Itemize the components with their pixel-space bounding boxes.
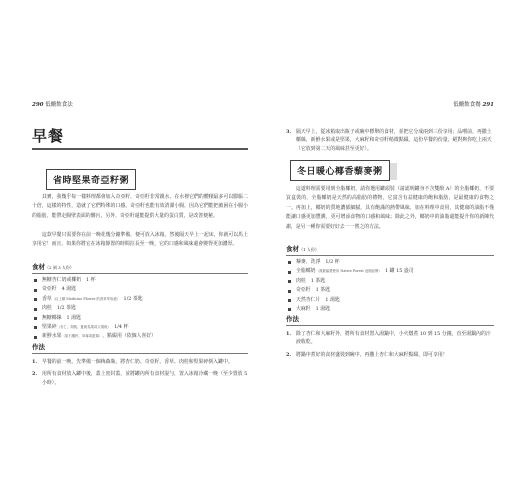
intro-paragraph-2: 這款早餐只需要你在前一晚花幾分鐘準備，便可放入冰箱。然後隔天早上一起床，你就可以馬上享用它！而且，如果你將它在冰箱靜置的時間拉長至一晚，它的口感和風味還會變得更加濃厚。 bbox=[32, 232, 248, 248]
list-item: 肉桂 1/2 茶匙 bbox=[34, 304, 156, 313]
list-item: 無糖杏仁奶或椰奶 1 杯 bbox=[34, 276, 156, 285]
list-item: 天然杏仁片 1 湯匙 bbox=[288, 296, 414, 305]
list-item: 無糖椰絲 1 湯匙 bbox=[34, 314, 156, 323]
list-item: 新鮮水果（如石榴籽、草莓或藍莓），點綴用（依個人喜好） bbox=[34, 332, 156, 341]
method-steps bbox=[286, 330, 494, 363]
method-step: 2. 將鍋中煮好的食材盛裝到碗中，再撒上杏仁和大麻籽點綴，即可享用！ bbox=[286, 351, 448, 358]
list-item: 全脂椰奶（我最偏愛使用 Native Forest 這個品牌） 1 罐 15 盎司 bbox=[288, 267, 414, 276]
ingredients-serving: （2 到 3 人份） bbox=[45, 265, 74, 270]
ingredients-list bbox=[34, 276, 156, 342]
intro-paragraph-1: 其實，我幾乎每一樣料理都會加入奇亞籽，奇亞籽非常親水，在水裡它們的體積最多可以膨脹二十倍，這樣的特性，造就了它們特殊的口感。奇亞籽也能有效清潔小腸，因為它們能把被困在小腸小的脂肪，能帶走腸壁表面的髒污，另外，奇亞籽還能提供大量的蛋白質，是改善便秘。 bbox=[32, 194, 248, 219]
list-item: 肉桂 1 茶匙 bbox=[288, 277, 414, 286]
recipe-title: 省時堅果奇亞籽粥 bbox=[53, 176, 130, 186]
method-step: 1. 早餐的前一晚，先準備一個梅森瓶，將杏仁奶、奇亞籽、香草、肉桂和堅果碎倒入罐中。 bbox=[32, 359, 233, 365]
ingredients-heading-text: 食材 bbox=[286, 245, 299, 253]
method-rule bbox=[32, 353, 248, 354]
chapter-title: 早餐 bbox=[32, 127, 65, 145]
recipe-title: 冬日暖心椰香藜麥粥 bbox=[297, 167, 383, 177]
ingredients-heading bbox=[32, 262, 74, 271]
ingredients-list bbox=[288, 258, 414, 314]
list-item: 奇亞籽 4 湯匙 bbox=[34, 285, 156, 294]
list-item: 大麻籽 1 湯匙 bbox=[288, 305, 414, 314]
list-item: 奇亞籽 1 茶匙 bbox=[288, 286, 414, 295]
left-page-number: 290 bbox=[32, 102, 44, 108]
method-step: 1. 除了杏仁和大麻籽外，將所有食材置入湯鍋中，小火燉煮 10 到 15 分鐘，直至湯鍋內的汁液收乾。 bbox=[286, 331, 491, 346]
chapter-divider bbox=[32, 148, 248, 150]
list-item: 藜麥，洗淨 1/2 杯 bbox=[288, 258, 414, 267]
ingredients-serving: （1 人份） bbox=[299, 247, 319, 252]
continued-step bbox=[286, 128, 494, 157]
method-heading: 作法 bbox=[286, 315, 299, 323]
ingredients-rule bbox=[32, 273, 248, 274]
right-running-head bbox=[453, 100, 494, 108]
list-item: 香草（紅上顆 Medicine Flower 的香草萃取液） 1/2 茶匙 bbox=[34, 295, 156, 304]
method-step: 2. 用所有食材放入罐中後，蓋上密封蓋，並將罐內所有食材混勻，置入冰箱冷藏一晚（至少置放 5 小時）。 bbox=[32, 371, 248, 386]
recipe-title-box bbox=[46, 169, 136, 190]
left-running-head bbox=[32, 100, 73, 108]
recipe-title-box bbox=[290, 160, 390, 181]
list-item: 堅果碎（杏仁、胡桃、夏威夷果或大胡桃） 1/4 杯 bbox=[34, 323, 156, 332]
ingredients-rule bbox=[286, 255, 494, 256]
left-running-title: 低醣飲食法 bbox=[45, 102, 73, 108]
method-steps bbox=[32, 358, 248, 391]
method-step: 3. 隔天早上，從冰箱取出瓶子或碗中標舉的食材，並把它分成兩到三份享用；品嚐前，再撒上椰絲，新鮮水果或是堅果，大麻籽和奇亞籽稍微點綴。這份早餐的份量，絕對夠你吃上兩天（它放到第二天的風味甚至更好）。 bbox=[286, 129, 492, 152]
method-rule bbox=[286, 325, 494, 326]
right-page-number: 291 bbox=[482, 102, 494, 108]
right-running-title: 低醣飲食餐 bbox=[453, 102, 481, 108]
method-heading: 作法 bbox=[32, 343, 45, 351]
ingredients-heading-text: 食材 bbox=[32, 263, 45, 271]
ingredients-heading bbox=[286, 244, 319, 253]
intro-paragraph: 這道料理需要用到全脂椰奶，請你選用罐頭裝（請認明罐身不含雙酚 A）的全脂椰奶，不要買盒裝的，全脂椰奶是天然的高脂肪的禮物，它富含有益健康的飽和脂肪，是最健康的食物之一。再加上，椰奶的質地濃郁細膩，具有飽滿的熱帶風味，加在料理中食用，其健康的油脂不僅能讓口感更加豐潤，更可增添食物的口感和風味；除此之外，椰奶中的油脂還能提升你的新陳代謝，是另一種你需要好好去一一嘗之的方法。 bbox=[286, 186, 494, 230]
